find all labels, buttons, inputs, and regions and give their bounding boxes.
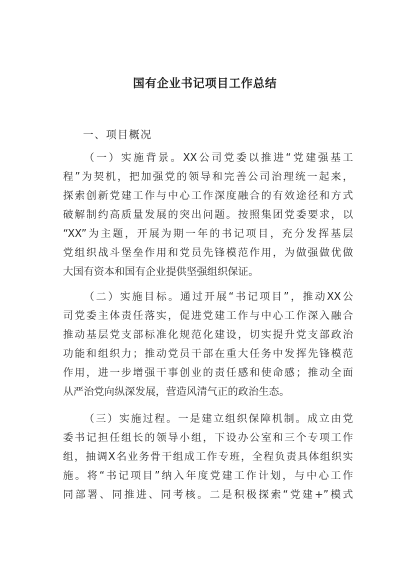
paragraph-line: 功能和组织力；推动党员干部在重大任务中发挥先锋模范	[63, 348, 353, 360]
paragraph-line: 司党委主体责任落实，促进党建工作与中心工作深入融合	[63, 310, 353, 322]
paragraph-line: 组，抽调X名业务骨干组成工作专班，全程负责具体组织实	[63, 451, 353, 463]
paragraph-line: “XX”为主题，开展为期一年的书记项目，充分发挥基层	[63, 228, 353, 240]
paragraph-line: 推动基层党支部标准化规范化建设，切实提升党支部政治	[63, 329, 353, 341]
paragraph-line: 程”为契机，把加强党的领导和完善公司治理统一起来，	[63, 171, 353, 183]
paragraph-line: 破解制约高质量发展的突出问题。按照集团党委要求，以	[63, 209, 353, 221]
paragraph-line: 委书记担任组长的领导小组，下设办公室和三个专项工作	[63, 432, 353, 444]
paragraph-line: （一）实施背景。XX公司党委以推进“党建强基工	[84, 152, 353, 164]
document-title: 国有企业书记项目工作总结	[133, 76, 277, 90]
paragraph-line: 大国有资本和国有企业提供坚强组织保证。	[63, 266, 259, 278]
paragraph-line: （二）实施目标。通过开展“书记项目”，推动XX公	[84, 291, 353, 303]
paragraph-line: 党组织战斗堡垒作用和党员先锋模范作用，为做强做优做	[63, 247, 353, 259]
paragraph-line: 同部署、同推进、同考核。二是积极探索“党建+”模式	[63, 489, 353, 501]
paragraph-line: 作用，进一步增强干事创业的责任感和使命感；推动全面	[63, 367, 353, 379]
paragraph-line: 施。将“书记项目”纳入年度党建工作计划，与中心工作	[63, 470, 353, 482]
paragraph-line: 探索创新党建工作与中心工作深度融合的有效途径和方式	[63, 190, 353, 202]
paragraph-line: 从严治党向纵深发展，营造风清气正的政治生态。	[63, 386, 290, 398]
section-heading: 一、项目概况	[83, 129, 152, 141]
paragraph-line: （三）实施过程。一是建立组织保障机制。成立由党	[84, 413, 353, 425]
